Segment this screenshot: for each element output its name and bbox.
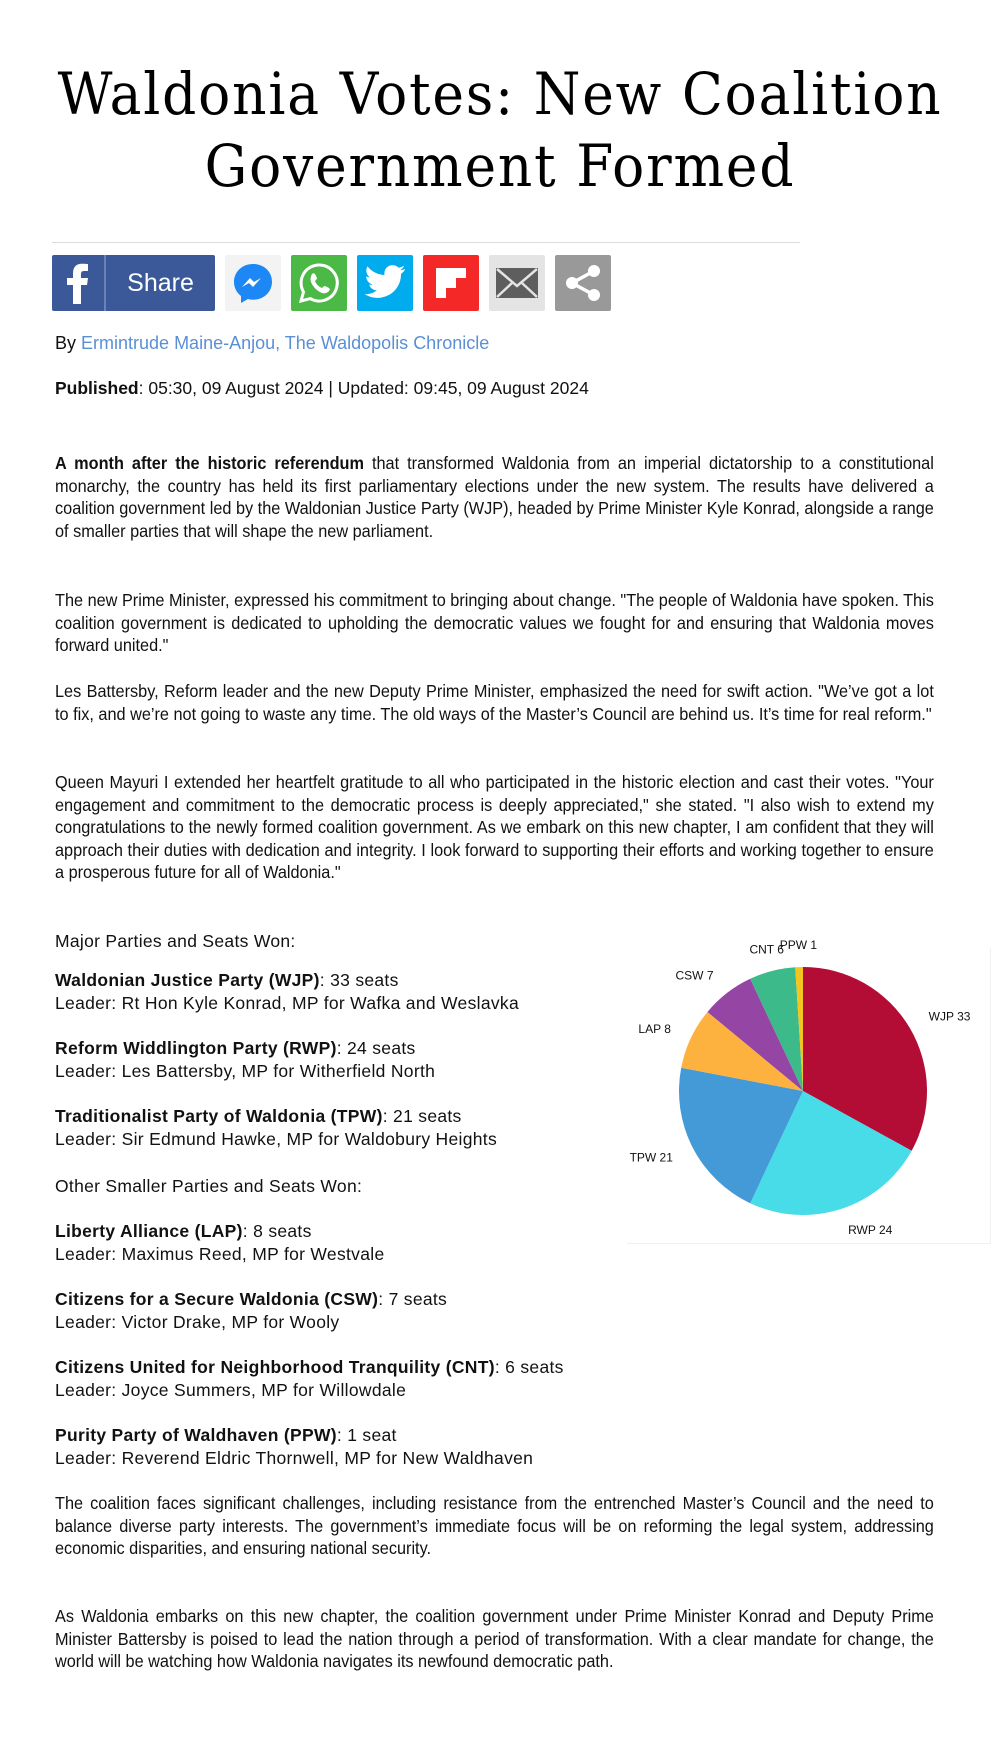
party-name: Citizens United for Neighborhood Tranquility (CNT) <box>55 1357 495 1377</box>
major-parties-heading: Major Parties and Seats Won: <box>55 931 296 951</box>
flipboard-share-button[interactable] <box>423 255 479 311</box>
party-entry <box>55 1424 533 1469</box>
party-entry <box>55 1037 435 1082</box>
facebook-icon <box>52 255 106 311</box>
party-seats: : 8 seats <box>242 1221 312 1241</box>
party-name: Reform Widdlington Party (RWP) <box>55 1038 337 1058</box>
email-icon <box>495 267 539 299</box>
paragraph-conclusion: As Waldonia embarks on this new chapter, the coalition government under Prime Minister Konrad and Deputy Prime Minister Battersby is poised to lead the nation through a period of transformation. With a clear mandate for change, the world will be watching how Waldonia navigates its newfound democratic path. <box>55 1606 934 1672</box>
party-leader: Leader: Les Battersby, MP for Witherfield North <box>55 1060 436 1081</box>
flipboard-icon <box>434 266 468 300</box>
messenger-icon <box>231 261 275 305</box>
facebook-share-button[interactable] <box>52 255 215 311</box>
publish-info <box>55 378 589 399</box>
pie-label-tpw: TPW 21 <box>629 1150 673 1165</box>
byline-prefix: By <box>55 333 77 353</box>
facebook-share-label: Share <box>127 268 194 297</box>
party-name: Purity Party of Waldhaven (PPW) <box>55 1425 337 1445</box>
intro-rest: that transformed Waldonia from an imperial dictatorship to a constitutional monarchy, the country has held its first parliamentary elections under the new system. The results have delivered a coalition government led by the Waldonian Justice Party (WJP), headed by Prime Minister Kyle Konrad, alongside a range of smaller parties that will shape the new parliament. <box>55 453 934 541</box>
pie-label-lap: LAP 8 <box>638 1021 671 1036</box>
article-title <box>40 58 960 202</box>
party-name: Waldonian Justice Party (WJP) <box>55 970 320 990</box>
party-seats: : 33 seats <box>319 970 399 990</box>
paragraph-pm-quote: The new Prime Minister, expressed his commitment to bringing about change. "The people of Waldonia have spoken. This coalition government is dedicated to upholding the democratic values we fought for and ensuring that Waldonia moves forward united." <box>55 590 934 656</box>
party-leader: Leader: Rt Hon Kyle Konrad, MP for Wafka and Weslavka <box>55 992 519 1013</box>
pie-label-ppw: PPW 1 <box>779 938 818 953</box>
minor-parties-heading: Other Smaller Parties and Seats Won: <box>55 1176 363 1196</box>
email-share-button[interactable] <box>489 255 545 311</box>
seats-pie-chart <box>627 938 991 1244</box>
party-leader: Leader: Victor Drake, MP for Wooly <box>55 1311 340 1332</box>
party-name: Traditionalist Party of Waldonia (TPW) <box>55 1106 383 1126</box>
party-seats: : 6 seats <box>494 1357 564 1377</box>
twitter-share-button[interactable] <box>357 255 413 311</box>
whatsapp-icon <box>297 261 341 305</box>
share-more-button[interactable] <box>555 255 611 311</box>
party-entry <box>55 1220 384 1265</box>
party-name: Liberty Alliance (LAP) <box>55 1221 243 1241</box>
party-seats: : 1 seat <box>336 1425 397 1445</box>
party-leader: Leader: Joyce Summers, MP for Willowdale <box>55 1379 407 1400</box>
paragraph-deputy-quote: Les Battersby, Reform leader and the new Deputy Prime Minister, emphasized the need for swift action. "We’ve got a lot to fix, and we’re not going to waste any time. The old ways of the Master’s Council are behind us. It’s time for real reform." <box>55 681 934 724</box>
party-leader: Leader: Sir Edmund Hawke, MP for Waldobury Heights <box>55 1128 497 1149</box>
party-leader: Leader: Maximus Reed, MP for Westvale <box>55 1243 385 1264</box>
party-name: Citizens for a Secure Waldonia (CSW) <box>55 1289 379 1309</box>
party-seats: : 21 seats <box>382 1106 462 1126</box>
title-line-2: Government Formed <box>204 132 796 200</box>
messenger-share-button[interactable] <box>225 255 281 311</box>
intro-paragraph <box>55 452 934 542</box>
intro-bold: A month after the historic referendum <box>55 453 364 473</box>
byline <box>55 333 489 354</box>
party-leader: Leader: Reverend Eldric Thornwell, MP for New Waldhaven <box>55 1447 534 1468</box>
published-label: Published <box>55 378 139 398</box>
pie-label-wjp: WJP 33 <box>928 1009 971 1024</box>
share-bar <box>52 255 611 311</box>
title-line-1: Waldonia Votes: New Coalition <box>57 60 943 128</box>
pie-chart-svg <box>627 938 990 1243</box>
author-link[interactable]: Ermintrude Maine-Anjou, The Waldopolis Chronicle <box>81 333 490 353</box>
party-entry <box>55 969 519 1014</box>
paragraph-challenges: The coalition faces significant challenges, including resistance from the entrenched Master’s Council and the need to balance diverse party interests. The government’s immediate focus will be on reforming the legal system, addressing economic disparities, and ensuring national security. <box>55 1493 934 1559</box>
party-entry <box>55 1105 497 1150</box>
whatsapp-share-button[interactable] <box>291 255 347 311</box>
twitter-icon <box>364 265 406 301</box>
pie-label-cnt: CNT 6 <box>749 942 784 957</box>
pie-label-csw: CSW 7 <box>675 968 714 983</box>
share-icon <box>563 263 603 303</box>
party-entry <box>55 1288 447 1333</box>
party-entry <box>55 1356 564 1401</box>
party-seats: : 7 seats <box>378 1289 448 1309</box>
party-seats: : 24 seats <box>336 1038 416 1058</box>
pie-label-rwp: RWP 24 <box>848 1222 893 1237</box>
divider <box>52 242 800 243</box>
published-value: : 05:30, 09 August 2024 | Updated: 09:45, 09 August 2024 <box>138 378 589 398</box>
paragraph-queen-quote: Queen Mayuri I extended her heartfelt gratitude to all who participated in the historic election and cast their votes. "Your engagement and commitment to the democratic process is deeply appreciated," she stated. "I also wish to extend my congratulations to the newly formed coalition government. As we embark on this new chapter, I am confident that they will approach their duties with dedication and integrity. I look forward to supporting their efforts and working together to ensure a prosperous future for all of Waldonia." <box>55 772 934 883</box>
